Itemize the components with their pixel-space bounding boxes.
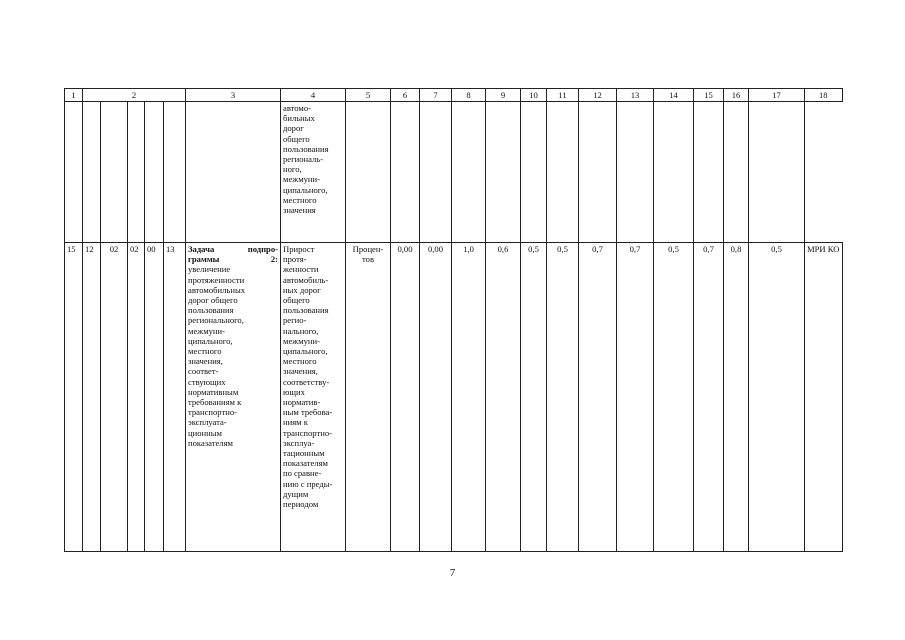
header-cell: 13 — [617, 89, 654, 102]
code-cell: 00 — [145, 243, 164, 552]
header-cell: 6 — [391, 89, 420, 102]
unit-cell: Процен- тов — [346, 243, 391, 552]
table-cell — [486, 102, 521, 243]
header-cell: 4 — [281, 89, 346, 102]
task-text: увеличение протяженности автомобильных дорог общего пользования регионального, межмуни- ципального, местного значения, соответ- ствующих нормативным требованиям к транспортно- эксплуата- ционным показателям — [188, 264, 246, 448]
task-cell — [186, 243, 281, 552]
table-cell — [65, 102, 83, 243]
indicator-continuation-text: автомо- бильных дорог общего пользования региональ- ного, межмуни- ципального, местного значения — [281, 102, 346, 243]
value-cell: 0,8 — [724, 243, 749, 552]
value-cell: 0,5 — [521, 243, 547, 552]
table-cell — [128, 102, 145, 243]
header-cell: 9 — [486, 89, 521, 102]
header-cell: 7 — [420, 89, 452, 102]
header-cell: 18 — [805, 89, 843, 102]
table-cell — [654, 102, 694, 243]
table-row — [65, 243, 843, 552]
value-cell: 0,5 — [654, 243, 694, 552]
table-cell — [186, 102, 281, 243]
header-cell: 1 — [65, 89, 83, 102]
table-cell — [749, 102, 805, 243]
indicator-cell: Прирост протя- женности автомобиль- ных дорог общего пользования регио- нального, межмуни- ципального, местного значения, соответству- ющих норматив- ным требова- ниям к транспортно- эксплуа- тационным показателям по сравне- нию с преды- дущим периодом — [281, 243, 346, 552]
table-cell — [391, 102, 420, 243]
code-cell: 12 — [83, 243, 101, 552]
header-cell: 12 — [579, 89, 617, 102]
header-cell: 11 — [547, 89, 579, 102]
value-cell: 0,7 — [579, 243, 617, 552]
value-cell: 0,5 — [547, 243, 579, 552]
value-cell: 0,5 — [749, 243, 805, 552]
header-cell: 5 — [346, 89, 391, 102]
value-cell: 0,00 — [420, 243, 452, 552]
value-cell: 0,6 — [486, 243, 521, 552]
code-cell: 02 — [128, 243, 145, 552]
row-number: 15 — [65, 243, 83, 552]
header-cell: 3 — [186, 89, 281, 102]
code-cell: 02 — [101, 243, 128, 552]
table-cell — [83, 102, 101, 243]
task-title: Задача подпро-граммы 2: — [188, 244, 278, 265]
value-cell: 0,7 — [694, 243, 724, 552]
header-cell: 2 — [83, 89, 186, 102]
table-cell — [452, 102, 486, 243]
header-cell: 17 — [749, 89, 805, 102]
value-cell: 0,7 — [617, 243, 654, 552]
table-cell — [164, 102, 186, 243]
header-cell: 15 — [694, 89, 724, 102]
header-cell: 16 — [724, 89, 749, 102]
table-cell — [547, 102, 579, 243]
indicators-table — [64, 88, 843, 552]
header-cell: 14 — [654, 89, 694, 102]
table-cell — [521, 102, 547, 243]
table-cell — [694, 102, 724, 243]
responsible-cell: МРИ КО — [805, 243, 843, 552]
table-cell — [101, 102, 128, 243]
value-cell: 0,00 — [391, 243, 420, 552]
header-cell: 10 — [521, 89, 547, 102]
value-cell: 1,0 — [452, 243, 486, 552]
table-cell — [617, 102, 654, 243]
header-cell: 8 — [452, 89, 486, 102]
table-cell — [346, 102, 391, 243]
table-cell — [724, 102, 749, 243]
table-cell — [579, 102, 617, 243]
table-cell — [420, 102, 452, 243]
table-cell — [145, 102, 164, 243]
code-cell: 13 — [164, 243, 186, 552]
continuation-row — [65, 102, 843, 243]
page-number: 7 — [449, 567, 456, 579]
header-row — [65, 89, 843, 102]
